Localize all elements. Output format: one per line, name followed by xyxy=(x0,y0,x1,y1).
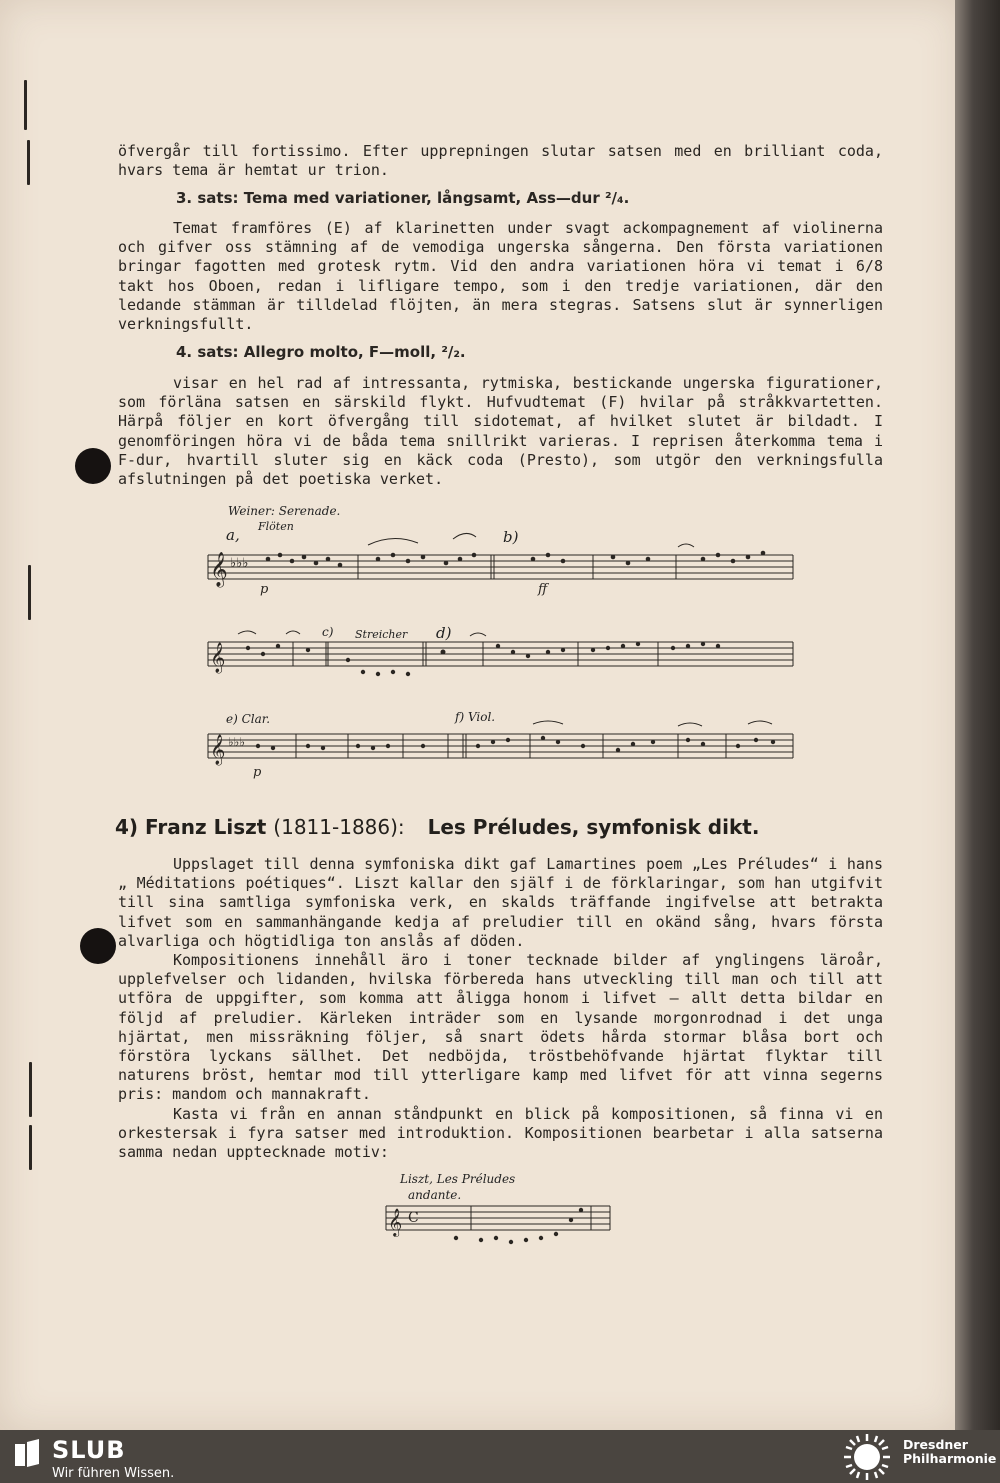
svg-text:♭♭♭: ♭♭♭ xyxy=(230,556,249,571)
example-label: f) Viol. xyxy=(455,710,496,724)
example-label: d) xyxy=(436,624,452,642)
staple-mark xyxy=(24,80,27,130)
music-staff-2 xyxy=(208,632,798,692)
music-title: Weiner: Serenade. xyxy=(228,504,341,518)
instrument-label: Flöten xyxy=(258,520,294,533)
music-title: Liszt, Les Préludes xyxy=(400,1172,516,1186)
svg-text:𝄞: 𝄞 xyxy=(388,1208,403,1236)
music-staff-3 xyxy=(208,722,798,782)
svg-text:𝄞: 𝄞 xyxy=(210,735,226,765)
example-label: b) xyxy=(503,528,519,546)
instrument-label: Streicher xyxy=(355,628,408,641)
punch-hole xyxy=(80,928,116,964)
svg-text:ff: ff xyxy=(538,582,548,597)
slub-logo-text[interactable]: SLUB xyxy=(52,1436,126,1464)
example-label: a, xyxy=(226,526,240,544)
slub-logo-icon xyxy=(14,1438,40,1468)
music-staff-1 xyxy=(208,535,798,605)
staple-mark xyxy=(29,1062,32,1117)
example-label: c) xyxy=(322,625,334,639)
svg-text:p: p xyxy=(253,765,262,780)
footer-bar xyxy=(0,1430,1000,1483)
staple-mark xyxy=(27,140,30,185)
svg-text:p: p xyxy=(260,582,269,597)
svg-text:𝄞: 𝄞 xyxy=(210,552,228,587)
paragraph: visar en hel rad af intressanta, rytmiska, bestickande ungerska figurationer, som förläna satsen en särskild flykt. Hufvudtemat (F) hvilar på stråkkvartetten. Härpå följer en kort öfvergång till sidotemat, af hvilket slutet är bildadt. I genomföringen höra vi de båda tema snillrikt varieras. I reprisen återkomma tema i F-dur, hvartill sluter sig en käck coda (Presto), som utgör den verkningsfulla afslutningen på det poetiska verket. xyxy=(118,374,883,489)
staple-mark xyxy=(28,565,31,620)
paragraph: öfvergår till fortissimo. Efter upprepningen slutar satsen med en brilliant coda, hvars tema är hemtat ur trion. xyxy=(118,142,883,180)
paragraph: Temat framföres (E) af klarinetten under svagt ackompagnement af violinerna och gifver oss stämning af de vemodiga ungerska sångerna. Den första variationen bringar fagotten med grotesk rytm. Vid den andra variationen höra vi temat i 6/8 takt hos Oboen, redan i lifligare tempo, som i den tredje variationen, där den ledande stämman är tilldelad flöjten, än mera stegras. Satsens slut är synnerligen verkningsfullt. xyxy=(118,219,883,334)
punch-hole xyxy=(75,448,111,484)
slub-tagline: Wir führen Wissen. xyxy=(52,1466,175,1481)
tempo-marking: andante. xyxy=(408,1188,462,1202)
philharmonie-logo-icon xyxy=(842,1432,892,1482)
svg-text:♭♭♭: ♭♭♭ xyxy=(228,735,245,749)
paragraph: Uppslaget till denna symfoniska dikt gaf Lamartines poem „Les Préludes“ i hans „ Méditations poétiques“. Liszt kallar den själf i de förklaringar, som han utgifvit till sina samtliga symfoniska verk, en skalds träffande ingifvelse att betrakta lifvet som en sammanhängande kedja af preludier till en okänd sång, hvars första alvarliga och högtidliga ton anslås af döden. Kompositionens innehåll äro i toner tecknade bilder af ynglingens läroår, upplefvelser och lidanden, hvilska förbereda hans utveckling till man och till att utföra de uppgifter, som komma att åligga honom i lifvet — allt detta bildar en följd af preludier. Kärleken inträder som en lysande morgonrodnad i det unga hjärtat, men missräkning följer, så snart ödets hårda stormar blåsa bort och förstöra lyckans sällhet. Det nedböjda, tröstbehöfvande hjärtat flyktar till naturens bröst, hemtar mod till ytterligare kamp med lifvet för att vinna segerns pris: mandom och mannakraft. Kasta vi från en annan ståndpunkt en blick på kompositionen, så finna vi en orkestersak i fyra satser med introduktion. Kompositionen bearbetar i alla satserna samma nedan upptecknade motiv: xyxy=(118,855,883,1162)
example-label: e) Clar. xyxy=(226,712,271,726)
philharmonie-logo-text[interactable]: Dresdner Philharmonie xyxy=(903,1437,997,1466)
page-edge xyxy=(955,0,1000,1430)
svg-text:𝄞: 𝄞 xyxy=(210,643,226,673)
section-heading: 4) Franz Liszt (1811-1886): Les Préludes, symfonisk dikt. xyxy=(115,815,760,839)
movement-heading: 4. sats: Allegro molto, F—moll, ²/₂. xyxy=(176,343,466,361)
staple-mark xyxy=(29,1125,32,1170)
svg-text:C: C xyxy=(408,1210,419,1226)
movement-heading: 3. sats: Tema med variationer, långsamt, Ass—dur ²/₄. xyxy=(176,189,630,207)
music-staff-liszt xyxy=(386,1200,616,1250)
